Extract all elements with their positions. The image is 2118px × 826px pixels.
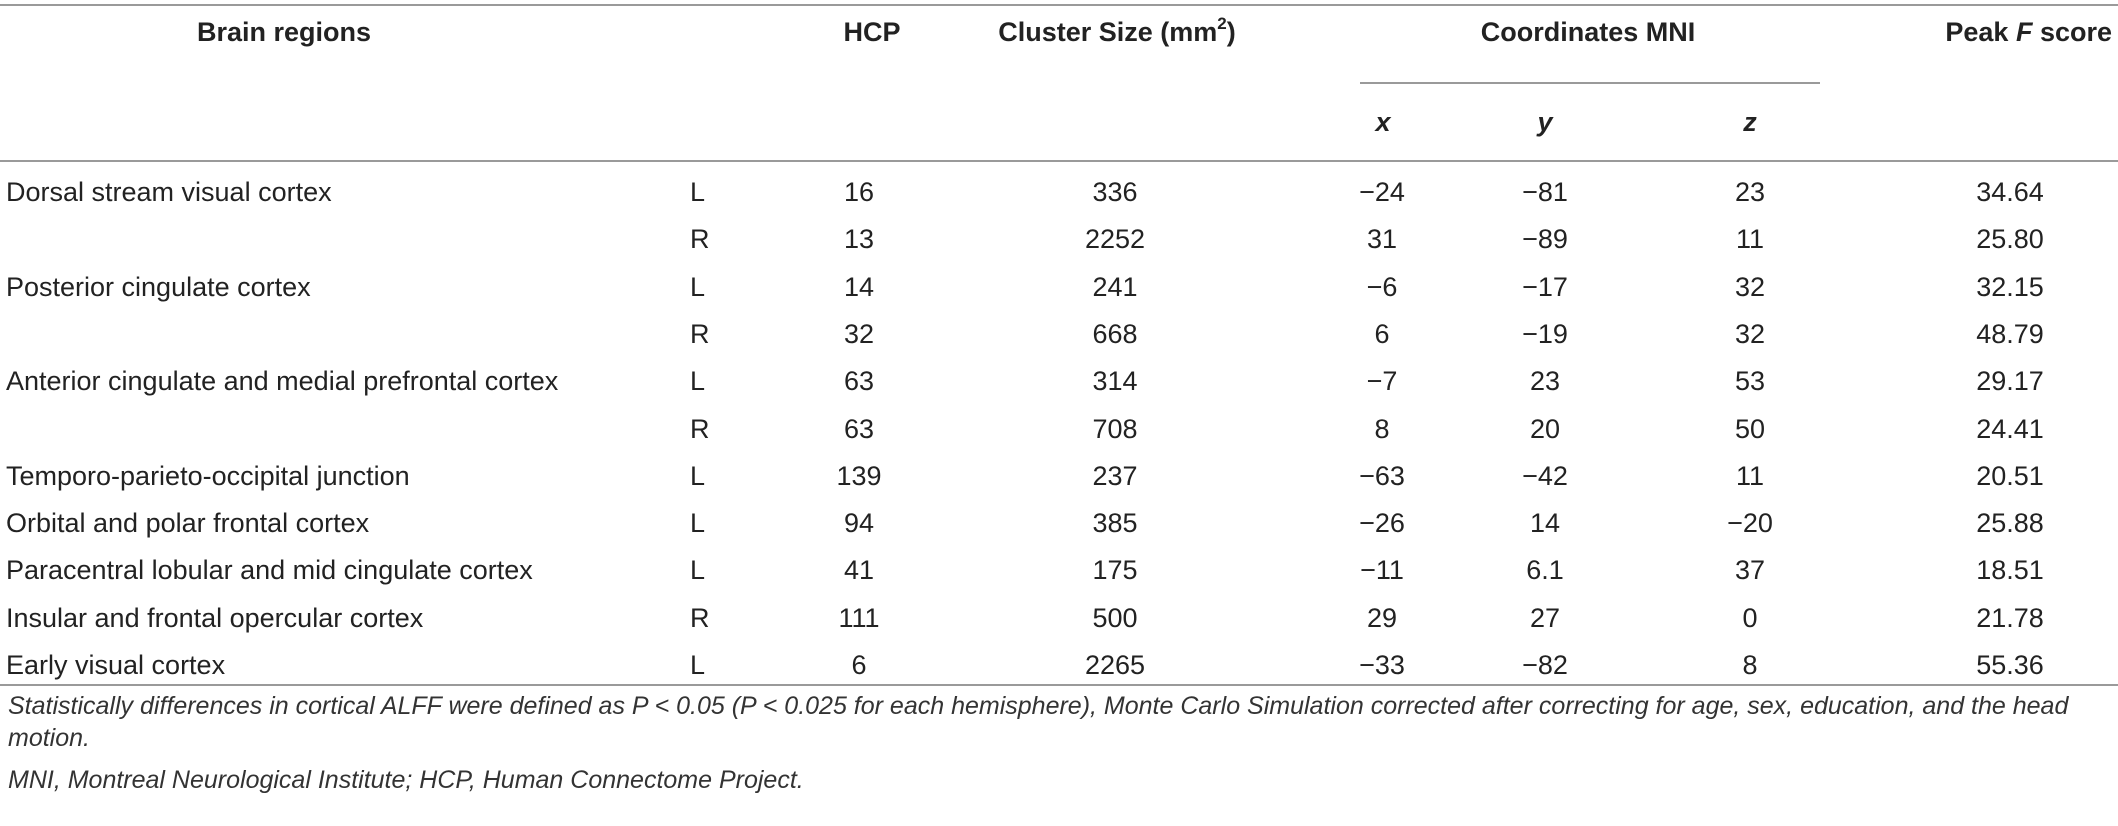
table-top-rule	[0, 4, 2118, 6]
region-cell: Posterior cingulate cortex	[6, 271, 311, 302]
header-coordinates-mni: Coordinates MNI	[1480, 17, 1696, 47]
peak-f-cell: 25.88	[1976, 508, 2044, 539]
hemisphere-cell: L	[690, 271, 706, 302]
statistical-footnote: Statistically differences in cortical ALFF were defined as P < 0.05 (P < 0.025 for each hemisphere), Monte Carlo Simulation corrected after correcting for age, sex, education, and the head motion.	[8, 692, 2069, 752]
hemisphere-cell: L	[690, 177, 706, 207]
hemisphere-cell: R	[690, 413, 710, 444]
hemisphere-cell: R	[690, 318, 710, 349]
header-y: y	[1537, 107, 1553, 137]
hcp-cell: 111	[838, 602, 880, 633]
region-cell: Insular and frontal opercular cortex	[6, 602, 424, 633]
hcp-cell: 41	[843, 555, 875, 586]
region-cell: Anterior cingulate and medial prefrontal cortex	[6, 366, 559, 397]
peak-f-cell: 24.41	[1976, 413, 2044, 444]
peak-f-cell: 21.78	[1976, 602, 2044, 633]
mni-y-cell: −17	[1522, 271, 1568, 302]
hcp-cell: 63	[843, 366, 875, 397]
mni-z-cell: −20	[1727, 508, 1773, 539]
cluster-size-cell: 2265	[1084, 650, 1146, 680]
hcp-cell: 13	[843, 224, 875, 255]
peak-f-cell: 29.17	[1976, 366, 2044, 397]
region-cell: Temporo-parieto-occipital junction	[6, 460, 410, 491]
cluster-size-cell: 237	[1092, 460, 1138, 491]
mni-y-cell: 23	[1529, 366, 1561, 397]
peak-f-cell: 32.15	[1976, 271, 2044, 302]
mni-x-cell: 8	[1374, 413, 1390, 444]
cluster-size-cell: 175	[1092, 555, 1138, 586]
hemisphere-cell: R	[690, 602, 710, 633]
cluster-size-cell: 2252	[1084, 224, 1146, 255]
mni-z-cell: 23	[1734, 177, 1766, 207]
mni-x-cell: −7	[1366, 366, 1398, 397]
cluster-size-cell: 500	[1092, 602, 1138, 633]
peak-f-cell: 34.64	[1976, 177, 2044, 207]
hemisphere-cell: R	[690, 224, 710, 255]
mni-z-cell: 11	[1735, 224, 1765, 255]
hcp-cell: 139	[836, 460, 882, 491]
mni-x-cell: −26	[1359, 508, 1405, 539]
peak-f-cell: 25.80	[1976, 224, 2044, 255]
mni-y-cell: 6.1	[1526, 555, 1564, 586]
header-peak-f-score: Peak F score	[1945, 17, 2112, 47]
peak-f-cell: 18.51	[1976, 555, 2044, 586]
peak-f-cell: 48.79	[1976, 318, 2044, 349]
mni-y-cell: −81	[1522, 177, 1568, 207]
hcp-cell: 32	[843, 318, 875, 349]
mni-x-cell: −33	[1359, 650, 1405, 680]
hemisphere-cell: L	[690, 460, 706, 491]
mni-x-cell: −6	[1366, 271, 1398, 302]
region-cell: Early visual cortex	[6, 650, 226, 680]
hemisphere-cell: L	[690, 508, 706, 539]
cluster-size-cell: 314	[1092, 366, 1138, 397]
header-x: x	[1375, 107, 1391, 137]
region-cell: Dorsal stream visual cortex	[6, 177, 332, 207]
hcp-cell: 94	[843, 508, 875, 539]
header-brain-regions: Brain regions	[197, 17, 372, 47]
mni-z-cell: 50	[1734, 413, 1766, 444]
header-cluster-size: Cluster Size $(mm^2)$	[998, 14, 1236, 47]
cluster-size-cell: 668	[1092, 318, 1138, 349]
region-cell: Orbital and polar frontal cortex	[6, 508, 370, 539]
mni-z-cell: 11	[1735, 460, 1765, 491]
mni-x-cell: 6	[1374, 318, 1390, 349]
table-header-rule	[0, 160, 2118, 162]
mni-y-cell: 14	[1529, 508, 1561, 539]
mni-z-cell: 0	[1742, 602, 1758, 633]
hemisphere-cell: L	[690, 650, 706, 680]
cluster-size-cell: 708	[1092, 413, 1138, 444]
abbreviation-footnote: MNI, Montreal Neurological Institute; HCP, Human Connectome Project.	[8, 766, 804, 794]
coordinates-rule	[1360, 82, 1820, 84]
peak-f-cell: 55.36	[1976, 650, 2044, 680]
mni-x-cell: 31	[1366, 224, 1398, 255]
peak-f-cell: 20.51	[1976, 460, 2044, 491]
mni-x-cell: 29	[1366, 602, 1398, 633]
mni-y-cell: −82	[1522, 650, 1568, 680]
mni-x-cell: −11	[1360, 555, 1404, 586]
region-cell: Paracentral lobular and mid cingulate cortex	[6, 555, 533, 586]
header-hcp: HCP	[843, 17, 901, 47]
cluster-size-cell: 241	[1092, 271, 1138, 302]
header-z: z	[1743, 107, 1757, 137]
mni-z-cell: 8	[1742, 650, 1758, 680]
hcp-cell: 6	[851, 650, 867, 680]
cluster-size-cell: 336	[1092, 177, 1138, 207]
mni-z-cell: 32	[1734, 271, 1766, 302]
mni-z-cell: 37	[1734, 555, 1766, 586]
mni-x-cell: −24	[1359, 177, 1405, 207]
mni-y-cell: −89	[1522, 224, 1568, 255]
mni-y-cell: 27	[1529, 602, 1561, 633]
mni-y-cell: 20	[1529, 413, 1561, 444]
hcp-cell: 16	[843, 177, 875, 207]
table-bottom-rule	[0, 684, 2118, 686]
mni-y-cell: −19	[1522, 318, 1568, 349]
hemisphere-cell: L	[690, 366, 706, 397]
mni-z-cell: 32	[1734, 318, 1766, 349]
hcp-cell: 63	[843, 413, 875, 444]
hemisphere-cell: L	[690, 555, 706, 586]
cluster-size-cell: 385	[1092, 508, 1138, 539]
mni-y-cell: −42	[1522, 460, 1568, 491]
mni-x-cell: −63	[1359, 460, 1405, 491]
mni-z-cell: 53	[1734, 366, 1766, 397]
hcp-cell: 14	[843, 271, 875, 302]
